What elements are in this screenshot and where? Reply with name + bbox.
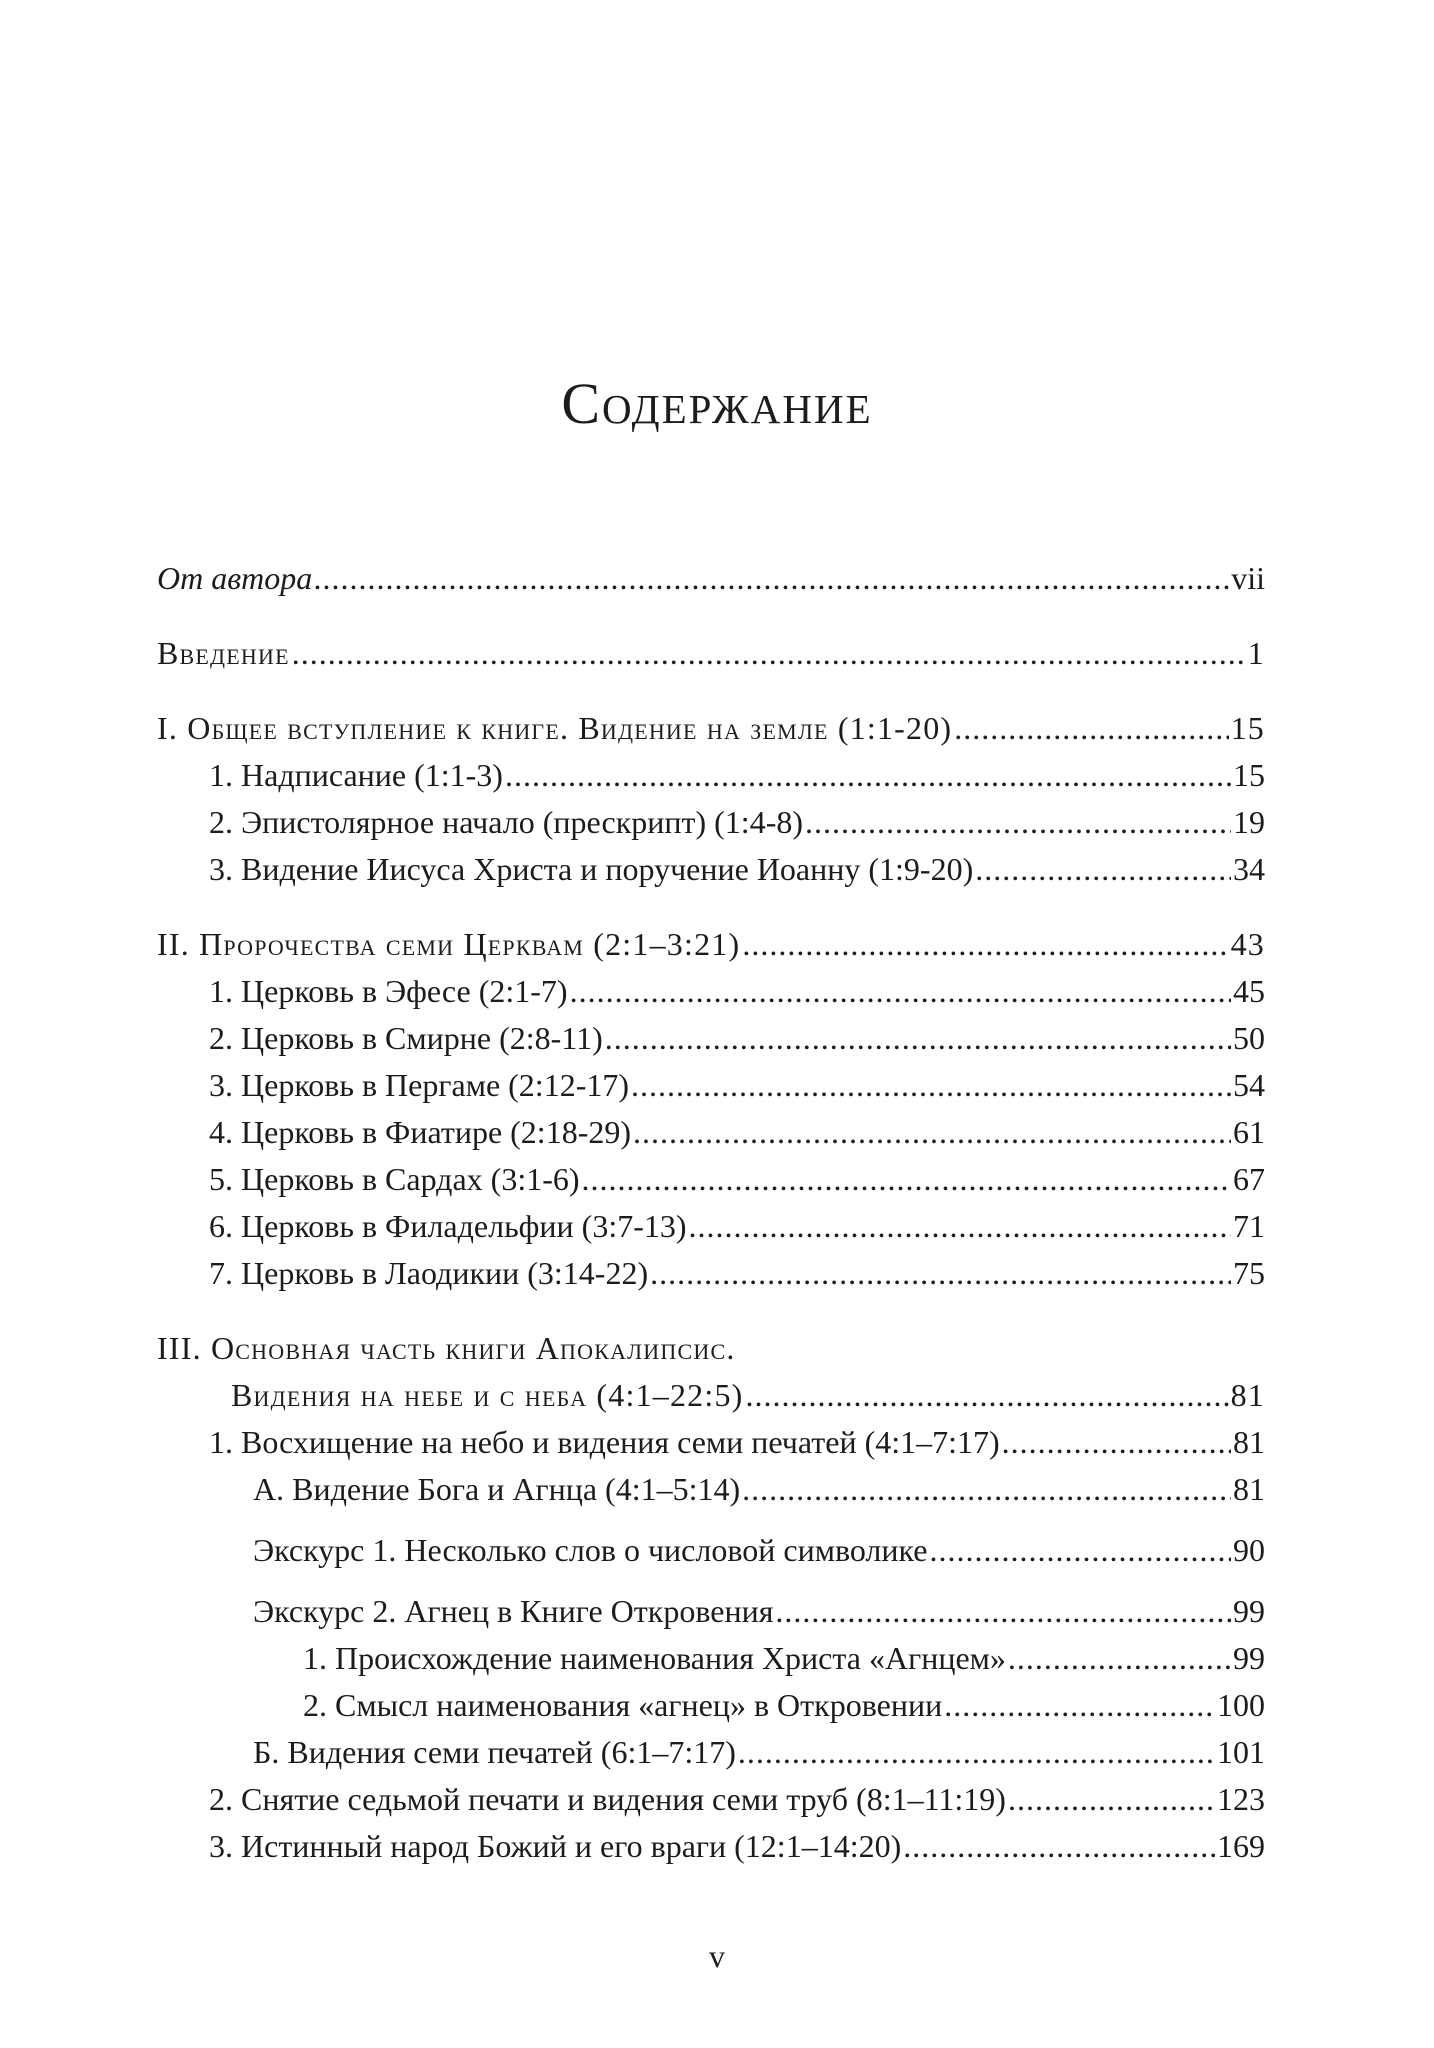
toc-entry-page: 15 (1230, 710, 1265, 746)
toc-entry-page: 81 (1233, 1424, 1265, 1460)
dot-leader (929, 1527, 1231, 1574)
dot-leader (631, 1062, 1231, 1109)
toc-entry-page: 71 (1233, 1208, 1265, 1244)
dot-leader (746, 1372, 1229, 1419)
dot-leader (742, 1466, 1231, 1513)
toc-entry-page: 101 (1217, 1734, 1265, 1770)
toc-entry-page: 54 (1233, 1067, 1265, 1103)
toc-entry-page: 100 (1217, 1687, 1265, 1723)
toc-entry-2-2[interactable] (157, 1015, 1265, 1062)
dot-leader (633, 1109, 1231, 1156)
toc-entry-2-3[interactable] (157, 1062, 1265, 1109)
toc-entry-3-1-a[interactable] (157, 1466, 1265, 1513)
toc-entry-page: 81 (1230, 1377, 1265, 1413)
dot-leader (944, 1682, 1215, 1729)
toc-entry-title: 6. Церковь в Филадельфии (3:7-13) (209, 1208, 687, 1244)
toc-entry-title: 1. Церковь в Эфесе (2:1-7) (209, 973, 568, 1009)
dot-leader (903, 1823, 1215, 1870)
dot-leader (605, 1015, 1231, 1062)
toc-entry-title: II. Пророчества семи Церквам (2:1–3:21) (157, 926, 741, 962)
toc-entry-title: I. Общее вступление к книге. Видение на земле (1:1-20) (157, 710, 953, 746)
dot-leader (1002, 1419, 1231, 1466)
dot-leader (650, 1250, 1231, 1297)
toc-entry-part-1[interactable] (157, 705, 1265, 752)
toc-entry-page: vii (1231, 560, 1265, 596)
toc-entry-title: 7. Церковь в Лаодикии (3:14-22) (209, 1255, 649, 1291)
toc-entry-part-3[interactable] (157, 1372, 1265, 1419)
toc-entry-title: 3. Церковь в Пергаме (2:12-17) (209, 1067, 629, 1103)
toc-entry-page: 19 (1233, 804, 1265, 840)
toc-entry-page: 75 (1233, 1255, 1265, 1291)
toc-entry-2-4[interactable] (157, 1109, 1265, 1156)
dot-leader (954, 705, 1228, 752)
toc-entry-title: Введение (157, 635, 290, 671)
toc-entry-title: Экскурс 1. Несколько слов о числовой символике (253, 1532, 928, 1568)
dot-leader (805, 799, 1231, 846)
dot-leader (1008, 1635, 1231, 1682)
toc-entry-title: 3. Видение Иисуса Христа и поручение Иоанну (1:9-20) (209, 851, 974, 887)
dot-leader (582, 1156, 1231, 1203)
toc-entry-3-1-b[interactable] (157, 1729, 1265, 1776)
toc-entry-1-2[interactable] (157, 799, 1265, 846)
page-number: v (709, 1938, 725, 1974)
toc-entry-title: 1. Происхождение наименования Христа «Агнцем» (303, 1640, 1006, 1676)
toc-entry-page: 45 (1233, 973, 1265, 1009)
toc-entry-page: 50 (1233, 1020, 1265, 1056)
toc-entry-introduction[interactable] (157, 630, 1265, 677)
toc-entry-title: 2. Смысл наименования «агнец» в Откровении (303, 1687, 943, 1723)
toc-entry-page: 99 (1233, 1640, 1265, 1676)
toc-entry-3-3[interactable] (157, 1823, 1265, 1870)
toc-entry-excursus-2-1[interactable] (157, 1635, 1265, 1682)
toc-entry-title: 1. Восхищение на небо и видения семи печатей (4:1–7:17) (209, 1424, 1000, 1460)
page-title: Содержание (561, 371, 873, 436)
toc-entry-2-6[interactable] (157, 1203, 1265, 1250)
toc-entry-title: Видения на небе и с неба (4:1–22:5) (231, 1377, 744, 1413)
toc-entry-page: 15 (1233, 757, 1265, 793)
table-of-contents (157, 555, 1265, 1870)
toc-entry-title: Экскурс 2. Агнец в Книге Откровения (253, 1593, 774, 1629)
toc-entry-page: 123 (1217, 1781, 1265, 1817)
dot-leader (775, 1588, 1231, 1635)
dot-leader (689, 1203, 1231, 1250)
dot-leader (314, 555, 1229, 602)
toc-entry-excursus-1[interactable] (157, 1527, 1265, 1574)
dot-leader (292, 630, 1246, 677)
toc-entry-excursus-2-2[interactable] (157, 1682, 1265, 1729)
dot-leader (738, 1729, 1215, 1776)
toc-entry-page: 67 (1233, 1161, 1265, 1197)
toc-entry-page: 81 (1233, 1471, 1265, 1507)
toc-entry-page: 43 (1230, 926, 1265, 962)
toc-entry-part-3-line1: III. Основная часть книги Апокалипсис. (157, 1330, 736, 1366)
toc-entry-3-2[interactable] (157, 1776, 1265, 1823)
toc-entry-title: 4. Церковь в Фиатире (2:18-29) (209, 1114, 631, 1150)
toc-entry-excursus-2[interactable] (157, 1588, 1265, 1635)
toc-entry-title: 5. Церковь в Сардах (3:1-6) (209, 1161, 580, 1197)
toc-entry-title: 2. Церковь в Смирне (2:8-11) (209, 1020, 603, 1056)
dot-leader (1008, 1776, 1215, 1823)
toc-entry-2-7[interactable] (157, 1250, 1265, 1297)
toc-entry-1-3[interactable] (157, 846, 1265, 893)
toc-entry-page: 90 (1233, 1532, 1265, 1568)
dot-leader (570, 968, 1231, 1015)
toc-entry-title: 2. Снятие седьмой печати и видения семи труб (8:1–11:19) (209, 1781, 1006, 1817)
dot-leader (742, 921, 1228, 968)
toc-entry-part-2[interactable] (157, 921, 1265, 968)
toc-entry-page: 34 (1233, 851, 1265, 887)
toc-entry-from-author[interactable] (157, 555, 1265, 602)
toc-entry-title: А. Видение Бога и Агнца (4:1–5:14) (253, 1471, 741, 1507)
toc-entry-page: 99 (1233, 1593, 1265, 1629)
dot-leader (505, 752, 1231, 799)
toc-entry-title: Б. Видения семи печатей (6:1–7:17) (253, 1734, 736, 1770)
toc-entry-page: 61 (1233, 1114, 1265, 1150)
toc-entry-title: 3. Истинный народ Божий и его враги (12:1–14:20) (209, 1828, 902, 1864)
toc-entry-page: 1 (1247, 635, 1265, 671)
toc-entry-page: 169 (1217, 1828, 1265, 1864)
toc-entry-2-1[interactable] (157, 968, 1265, 1015)
toc-entry-title: От автора (157, 560, 313, 596)
dot-leader (975, 846, 1231, 893)
toc-entry-title: 2. Эпистолярное начало (прескрипт) (1:4-8) (209, 804, 803, 840)
toc-entry-3-1[interactable] (157, 1419, 1265, 1466)
toc-entry-2-5[interactable] (157, 1156, 1265, 1203)
toc-entry-title: 1. Надписание (1:1-3) (209, 757, 503, 793)
toc-entry-1-1[interactable] (157, 752, 1265, 799)
